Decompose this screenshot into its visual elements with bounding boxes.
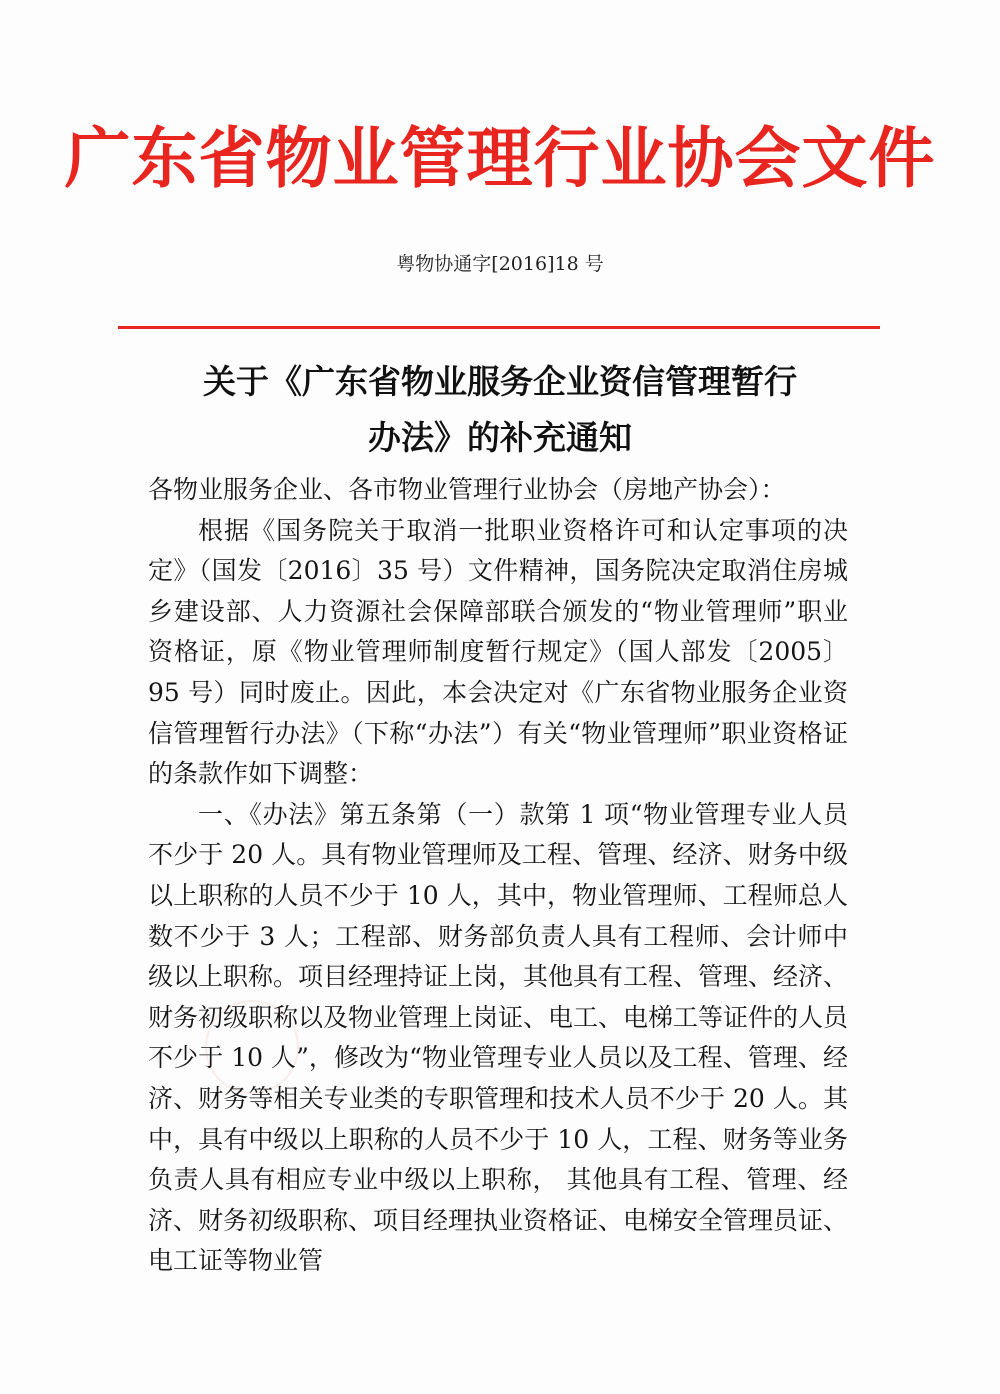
- notice-title: [150, 354, 850, 466]
- body-paragraph-2: 一、《办法》第五条第（一）款第 1 项“物业管理专业人员不少于 20 人。具有物业管理师及工程、管理、经济、财务中级以上职称的人员不少于 10 人，其中，物业管理师、工程师总人数不少于 3 人；工程部、财务部负责人具有工程师、会计师中级以上职称。项目经理持证上岗，其他具有工程、管理、经济、财务初级职称以及物业管理上岗证、电工、电梯工等证件的人员不少于 10 人”，修改为“物业管理专业人员以及工程、管理、经济、财务等相关专业类的专职管理和技术人员不少于 20 人。其中，具有中级以上职称的人员不少于 10 人，工程、财务等业务负责人具有相应专业中级以上职称， 其他具有工程、管理、经济、财务初级职称、项目经理执业资格证、电梯安全管理员证、电工证等物业管: [148, 799, 849, 1276]
- faint-seal-stamp: [205, 1000, 299, 1094]
- body-paragraph-1: 根据《国务院关于取消一批职业资格许可和认定事项的决定》（国发〔2016〕35 号）文件精神，国务院决定取消住房城乡建设部、人力资源社会保障部联合颁发的“物业管理师”职业资格证，原《物业管理师制度暂行规定》（国人部发〔2005〕95 号）同时废止。因此，本会决定对《广东省物业服务企业资信管理暂行办法》（下称“办法”）有关“物业管理师”职业资格证的条款作如下调整：: [148, 515, 848, 789]
- document-body: [148, 470, 848, 1282]
- document-number: 粤物协通字[2016]18 号: [396, 253, 604, 275]
- red-divider-line: [118, 326, 880, 329]
- notice-title-line1: 关于《广东省物业服务企业资信管理暂行: [203, 362, 797, 401]
- salutation: 各物业服务企业、各市物业管理行业协会（房地产协会）：: [148, 475, 786, 504]
- notice-title-line2: 办法》的补充通知: [368, 418, 632, 457]
- document-header-title: 广东省物业管理行业协会文件: [64, 119, 936, 197]
